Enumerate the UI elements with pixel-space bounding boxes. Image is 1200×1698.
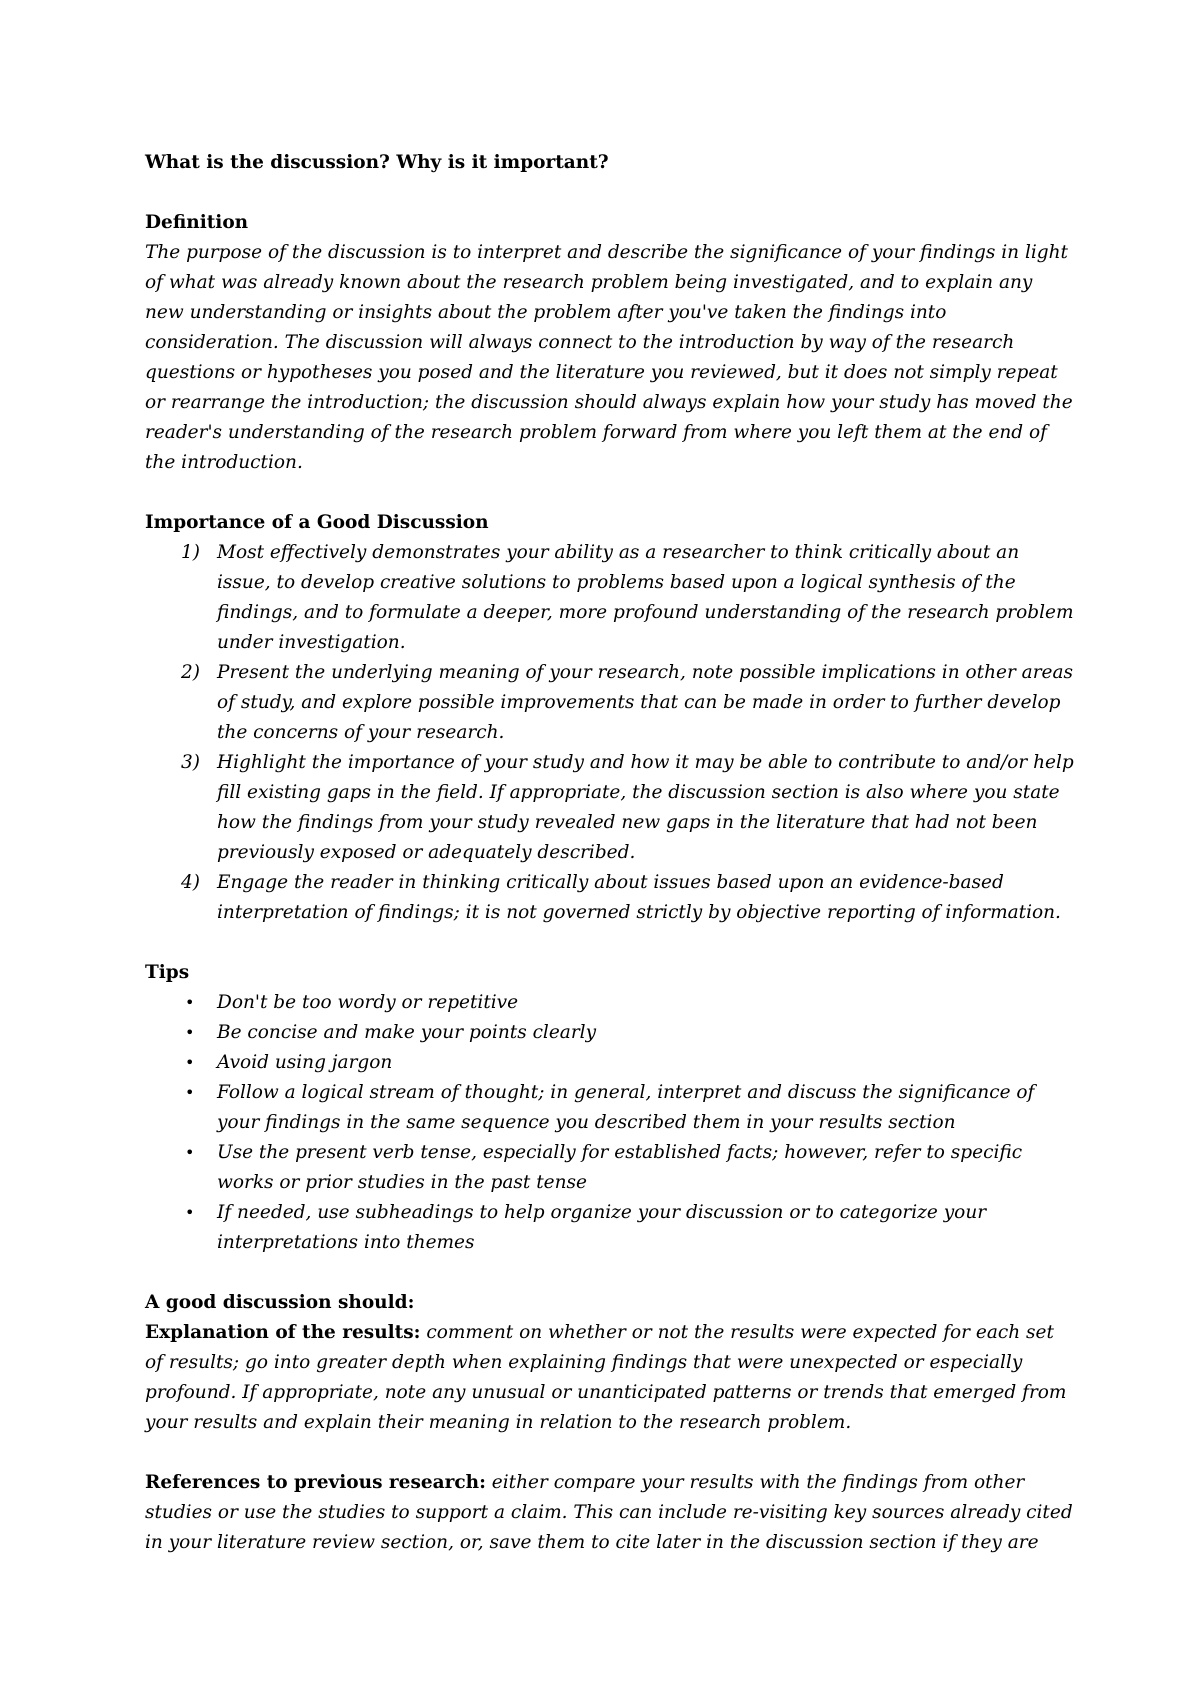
list-item [145, 1078, 1075, 1138]
references-label: References to previous research: [145, 1472, 486, 1493]
list-number: 1) [181, 542, 200, 563]
bullet-icon: • [185, 1203, 195, 1222]
bullet-icon: • [185, 1083, 195, 1102]
explanation-label: Explanation of the results: [145, 1322, 421, 1343]
page-title: What is the discussion? Why is it important? [145, 152, 609, 173]
list-item [145, 1048, 1075, 1078]
list-item [145, 1198, 1075, 1258]
references-paragraph [145, 1468, 1075, 1558]
list-item [145, 868, 1075, 928]
tips-heading: Tips [145, 962, 190, 983]
list-number: 2) [181, 662, 200, 683]
list-item-text: Engage the reader in thinking critically about issues based upon an evidence-based interpretation of findings; it is not governed strictly by objective reporting of information. [217, 872, 1061, 923]
bullet-icon: • [185, 1023, 195, 1042]
explanation-text: comment on whether or not the results were expected for each set of results; go into greater depth when explaining findings that were unexpected or especially profound. If appropriate, note any unusual or unanticipated patterns or trends that emerged from your results and explain their meaning in relation to the research problem. [145, 1322, 1067, 1433]
list-item [145, 538, 1075, 658]
importance-heading: Importance of a Good Discussion [145, 512, 489, 533]
list-item-text: If needed, use subheadings to help organize your discussion or to categorize your interpretations into themes [217, 1202, 987, 1253]
document-page [145, 148, 1075, 1558]
bullet-icon: • [185, 1143, 195, 1162]
bullet-icon: • [185, 993, 195, 1012]
spacer [145, 928, 1075, 958]
references-text: either compare your results with the findings from other studies or use the studies to support a claim. This can include re-visiting key sources already cited in your literature review section, or, save them to cite later in the discussion section if they are [145, 1472, 1073, 1553]
list-item-text: Be concise and make your points clearly [217, 1022, 597, 1043]
list-number: 4) [181, 872, 200, 893]
list-item-text: Don't be too wordy or repetitive [217, 992, 519, 1013]
explanation-paragraph [145, 1318, 1075, 1438]
list-item [145, 658, 1075, 748]
spacer [145, 1258, 1075, 1288]
definition-heading: Definition [145, 212, 249, 233]
spacer [145, 178, 1075, 208]
importance-list [145, 538, 1075, 928]
good-discussion-heading: A good discussion should: [145, 1292, 415, 1313]
list-item [145, 1018, 1075, 1048]
list-item-text: Follow a logical stream of thought; in general, interpret and discuss the significance of your findings in the same sequence you described them in your results section [217, 1082, 1035, 1133]
list-item [145, 748, 1075, 868]
list-item [145, 1138, 1075, 1198]
list-item-text: Avoid using jargon [217, 1052, 393, 1073]
list-item-text: Most effectively demonstrates your ability as a researcher to think critically about an issue, to develop creative solutions to problems based upon a logical synthesis of the findings, and to formulate a deeper, more profound understanding of the research problem under investigation. [217, 542, 1074, 653]
definition-text: The purpose of the discussion is to interpret and describe the significance of your findings in light of what was already known about the research problem being investigated, and to explain any new understanding or insights about the problem after you've taken the findings into consideration. The discussion will always connect to the introduction by way of the research questions or hypotheses you posed and the literature you reviewed, but it does not simply repeat or rearrange the introduction; the discussion should always explain how your study has moved the reader's understanding of the research problem forward from where you left them at the end of the introduction. [145, 242, 1073, 473]
list-item-text: Use the present verb tense, especially for established facts; however, refer to specific works or prior studies in the past tense [217, 1142, 1023, 1193]
list-number: 3) [181, 752, 200, 773]
list-item-text: Highlight the importance of your study and how it may be able to contribute to and/or help fill existing gaps in the field. If appropriate, the discussion section is also where you state how the findings from your study revealed new gaps in the literature that had not been previously exposed or adequately described. [217, 752, 1074, 863]
tips-list [145, 988, 1075, 1258]
list-item [145, 988, 1075, 1018]
spacer [145, 1438, 1075, 1468]
list-item-text: Present the underlying meaning of your research, note possible implications in other areas of study, and explore possible improvements that can be made in order to further develop the concerns of your research. [217, 662, 1074, 743]
spacer [145, 478, 1075, 508]
bullet-icon: • [185, 1053, 195, 1072]
